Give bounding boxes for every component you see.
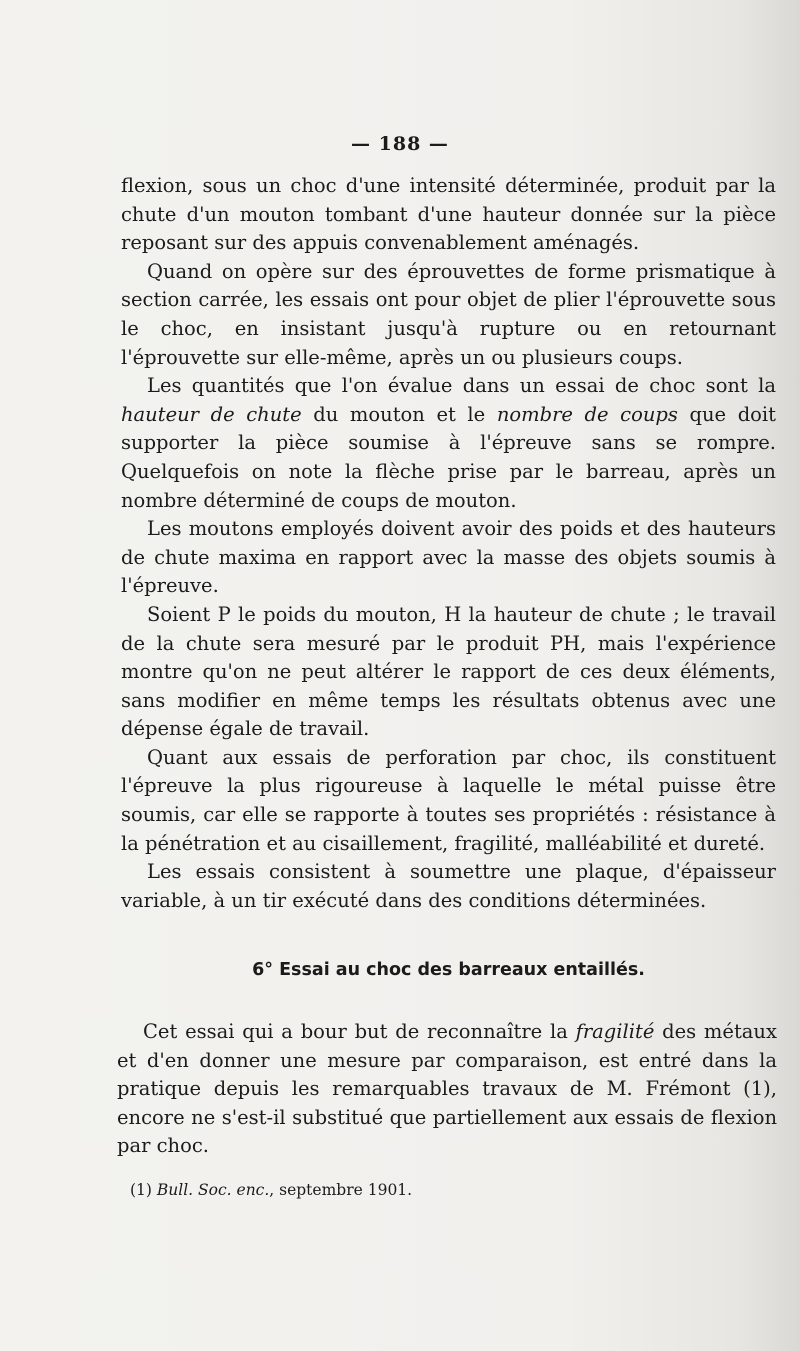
term-fragilite: fragilité xyxy=(575,1020,655,1043)
page-number: — 188 — xyxy=(351,133,449,155)
paragraph-3-lead: Les quantités que l'on évalue dans un essai de choc sont la xyxy=(147,374,776,398)
paragraph-3-tail: que doit supporter la pièce soumise à l'épreuve sans se rompre. Quelquefois on note la flèche prise par le barreau, après un nombre déterminé de coups de mouton. xyxy=(121,402,776,512)
section-paragraph-tail: des métaux et d'en donner une mesure par comparaison, est entré dans la pratique depuis les remarquables travaux de M. Frémont (1), encore ne s'est-il substitué que partiellement aux essais de flexion par choc. xyxy=(117,1020,777,1158)
footnote xyxy=(130,1180,770,1200)
section-body xyxy=(117,1018,777,1161)
section-paragraph-lead: Cet essai qui a bour but de reconnaître la xyxy=(143,1020,576,1043)
paragraph-2: Quand on opère sur des éprouvettes de forme prismatique à section carrée, les essais ont pour objet de plier l'éprouvette sous le choc, en insistant jusqu'à rupture ou en retournant l'éprouvette sur elle-même, après un ou plusieurs coups. xyxy=(121,259,776,369)
paragraph-4: Les moutons employés doivent avoir des poids et des hauteurs de chute maxima en rapport avec la masse des objets soumis à l'épreuve. xyxy=(121,517,776,598)
footnote-rest: , septembre 1901. xyxy=(269,1181,413,1199)
term-hauteur-de-chute: hauteur de chute xyxy=(121,402,302,426)
paragraph-5: Soient P le poids du mouton, H la hauteur de chute ; le travail de la chute sera mesuré par le produit PH, mais l'expérience montre qu'on ne peut altérer le rapport de ces deux éléments, sans modifier en même temps les résultats obtenus avec une dépense égale de travail. xyxy=(121,602,776,741)
paragraph-1: flexion, sous un choc d'une intensité déterminée, produit par la chute d'un mouton tombant d'une hauteur donnée sur la pièce reposant sur des appuis convenablement aménagés. xyxy=(121,174,776,255)
section-paragraph xyxy=(117,1018,777,1161)
footnote-marker: (1) xyxy=(130,1181,157,1199)
paragraph-7: Les essais consistent à soumettre une plaque, d'épaisseur variable, à un tir exécuté dans des conditions déterminées. xyxy=(121,860,776,912)
paragraph-3-mid: du mouton et le xyxy=(301,402,497,426)
body-text xyxy=(121,172,776,915)
footnote-source: Bull. Soc. enc. xyxy=(156,1181,270,1199)
section-heading: 6° Essai au choc des barreaux entaillés. xyxy=(252,960,645,980)
term-nombre-de-coups: nombre de coups xyxy=(496,402,678,426)
paragraph-6: Quant aux essais de perforation par choc, ils constituent l'épreuve la plus rigoureuse à laquelle le métal puisse être soumis, car elle se rapporte à toutes ses propriétés : résistance à la pénétration et au cisaillement, fragilité, malléabilité et dureté. xyxy=(121,745,776,855)
paragraph-3 xyxy=(121,372,776,515)
